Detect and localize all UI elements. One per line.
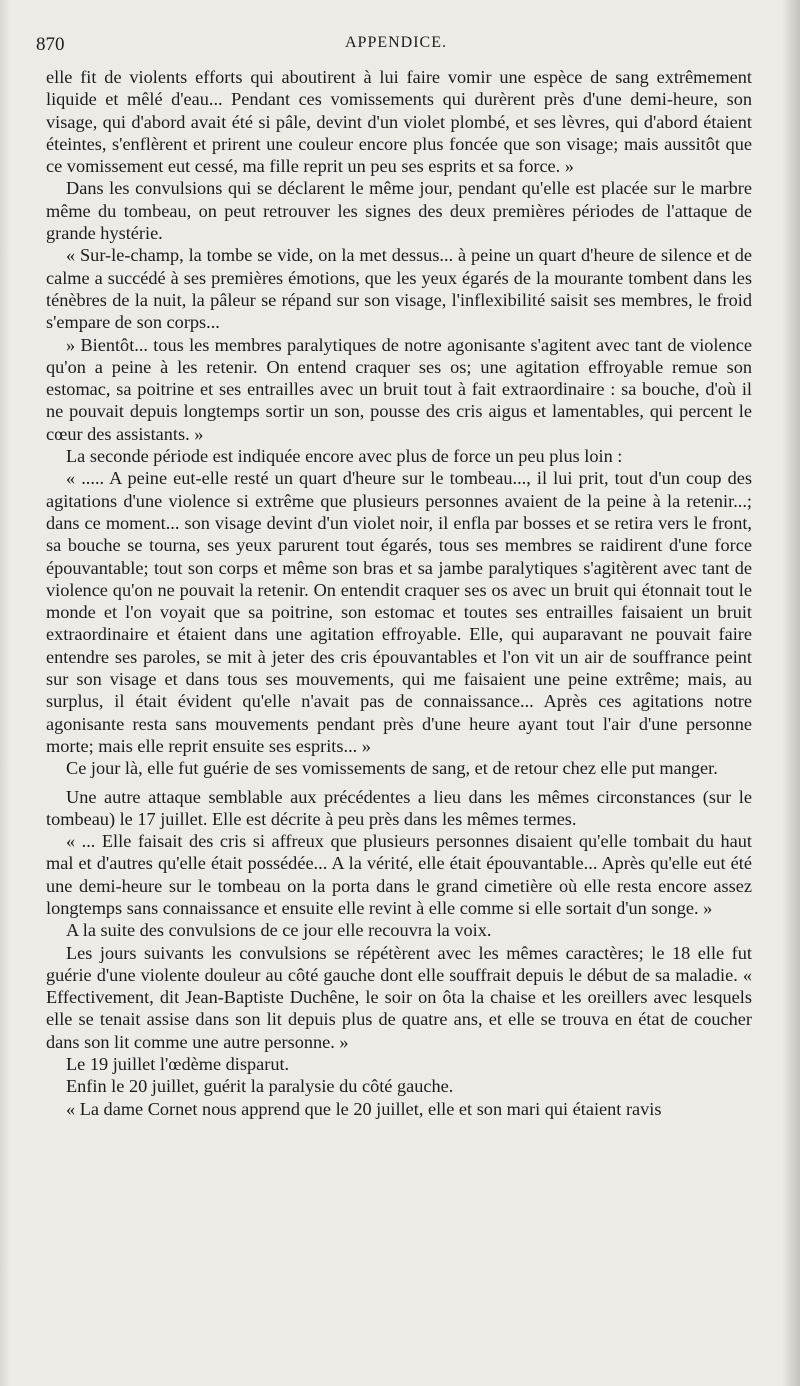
- running-head: APPENDICE.: [344, 34, 447, 51]
- paragraph: Enfin le 20 juillet, guérit la paralysie du côté gauche.: [66, 1076, 454, 1097]
- page-number: 870: [36, 34, 65, 55]
- paragraph: Ce jour là, elle fut guérie de ses vomissements de sang, et de retour chez elle put manger.: [66, 758, 718, 779]
- quote-paragraph: « Sur-le-champ, la tombe se vide, on la met dessus... à peine un quart d'heure de silence et de calme a succédé à ses premières émotions, que les yeux égarés de la mourante tombent dans les ténèbres de la nuit, la pâleur se répand sur son visage, l'inflexibilité saisit ses membres, le froid s'empare de son corps...: [46, 245, 752, 333]
- paragraph: Les jours suivants les convulsions se répétèrent avec les mêmes caractères; le 18 elle fut guérie d'une violente douleur au côté gauche dont elle souffrait depuis le début de sa maladie. « Effectivement, dit Jean-Baptiste Duchêne, le soir on ôta la chaise et les oreillers avec lesquels elle se tenait assise dans son lit depuis plus de quatre ans, et elle se trouva en état de coucher dans son lit comme une autre personne. »: [46, 942, 752, 1052]
- quote-paragraph: « ..... A peine eut-elle resté un quart d'heure sur le tombeau..., il lui prit, tout d'un coup des agitations d'une violence si extrême que plusieurs personnes avaient de la peine à la retenir...; dans ce moment... son visage devint d'un violet noir, il enfla par bosses et se retira vers le front, sa bouche se tourna, ses yeux parurent tout égarés, tous ses membres se raidirent d'une force épouvantable; tout son corps et même son bras et sa jambe paralytiques s'agitèrent avec tant de violence qu'on ne pouvait la retenir. On entendit craquer ses os avec un bruit qui étonnait tout le monde et l'on voyait que sa poitrine, son estomac et toutes ses entrailles faisaient un bruit extraordinaire et étaient dans une agitation effroyable. Elle, qui auparavant ne pouvait faire entendre ses paroles, se mit à jeter des cris épouvantables et l'on vit un air de souffrance peint sur son visage et dans tous ses mouvements, qui me faisaient une peine extrême; mais, au surplus, il était évident qu'elle n'avait pas de connaissance... Après ces agitations notre agonisante resta sans mouvements pendant près d'une heure ayant tout l'air d'une personne morte; mais elle reprit ensuite ses esprits... »: [46, 468, 752, 756]
- page-edge-shadow: [782, 0, 800, 1386]
- page-header: [36, 34, 756, 58]
- quote-paragraph: » Bientôt... tous les membres paralytiques de notre agonisante s'agitent avec tant de violence qu'on a peine à les retenir. On entend craquer ses os; une agitation effroyable remue son estomac, sa poitrine et ses entrailles avec un bruit tout à fait extraordinaire : sa bouche, d'où il ne pouvait depuis longtemps sortir un son, pousse des cris aigus et lamentables, qui percent le cœur des assistants. »: [46, 334, 752, 444]
- quote-paragraph: « ... Elle faisait des cris si affreux que plusieurs personnes disaient qu'elle tombait du haut mal et d'autres qu'elle était possédée... A la vérité, elle était épouvantable... Après qu'elle eut été une demi-heure sur le tombeau on la porta dans le grand cimetière où elle resta encore assez longtemps sans connaissance et ensuite elle revint à elle comme si elle sortait d'un songe. »: [46, 831, 752, 918]
- page-gutter-shadow: [0, 0, 10, 1386]
- paragraph: Une autre attaque semblable aux précédentes a lieu dans les mêmes circonstances (sur le tombeau) le 17 juillet. Elle est décrite à peu près dans les mêmes termes.: [46, 786, 752, 829]
- paragraph: La seconde période est indiquée encore avec plus de force un peu plus loin :: [66, 446, 623, 467]
- quote-paragraph: « La dame Cornet nous apprend que le 20 juillet, elle et son mari qui étaient ravis: [66, 1098, 662, 1119]
- paragraph: elle fit de violents efforts qui aboutirent à lui faire vomir une espèce de sang extrêmement liquide et mêlé d'eau... Pendant ces vomissements qui durèrent près d'une demi-heure, son visage, qui d'abord avait été si pâle, devint d'un violet plombé, et ses lèvres, qui d'abord étaient éteintes, s'enflèrent et prirent une couleur encore plus foncée que son visage; mais aussitôt que ce vomissement eut cessé, ma fille reprit un peu ses esprits et sa force. »: [46, 67, 752, 177]
- paragraph: Le 19 juillet l'œdème disparut.: [66, 1054, 290, 1075]
- body-text: [46, 66, 752, 1120]
- paragraph: Dans les convulsions qui se déclarent le même jour, pendant qu'elle est placée sur le marbre même du tombeau, on peut retrouver les signes des deux premières périodes de l'attaque de grande hystérie.: [46, 178, 752, 244]
- paragraph: A la suite des convulsions de ce jour elle recouvra la voix.: [66, 920, 492, 941]
